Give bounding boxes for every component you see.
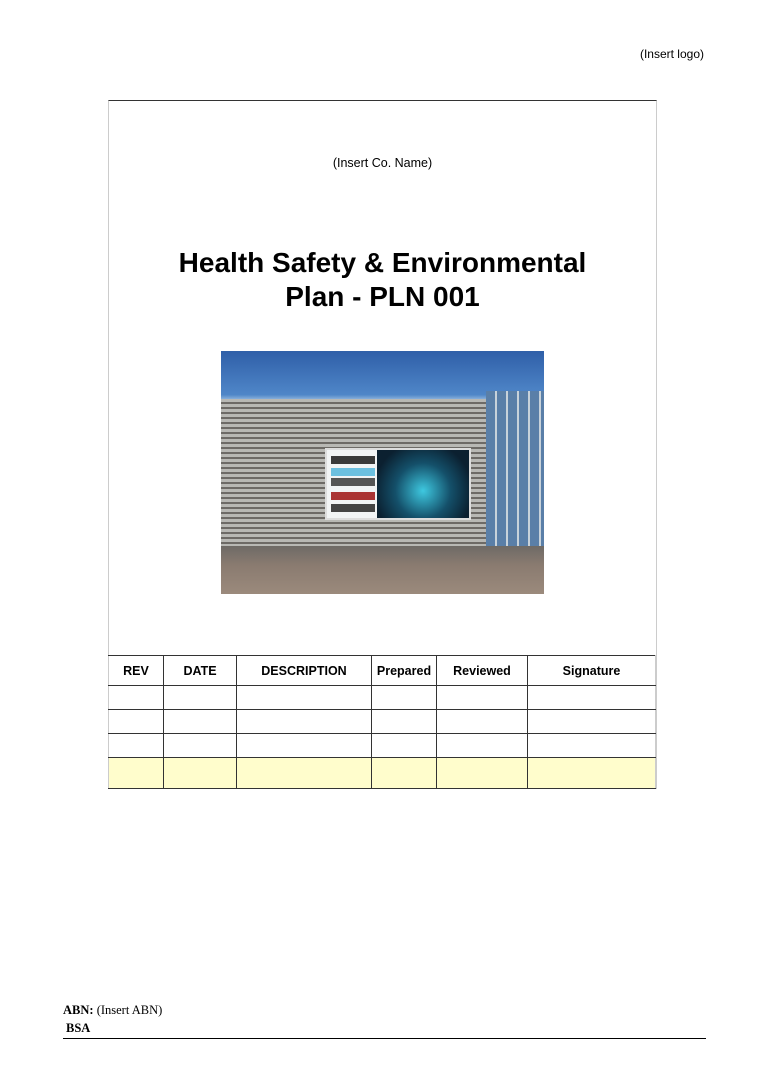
cell[interactable] [437, 710, 528, 734]
table-row [109, 734, 656, 758]
footer-rule [63, 1038, 706, 1039]
col-signature: Signature [528, 656, 656, 686]
cell[interactable] [528, 686, 656, 710]
cell[interactable] [528, 710, 656, 734]
cell[interactable] [372, 734, 437, 758]
table-row [109, 686, 656, 710]
cell[interactable] [237, 734, 372, 758]
col-description: DESCRIPTION [237, 656, 372, 686]
revision-table [108, 655, 656, 789]
organisation: BSA [66, 1021, 91, 1035]
title-line-2: Plan - PLN 001 [285, 281, 480, 312]
abn-value: (Insert ABN) [96, 1003, 163, 1017]
cell[interactable] [437, 686, 528, 710]
cell[interactable] [109, 710, 164, 734]
cell[interactable] [437, 758, 528, 789]
cell[interactable] [164, 734, 237, 758]
cell[interactable] [528, 758, 656, 789]
abn-label: ABN: [63, 1003, 94, 1017]
cell[interactable] [109, 734, 164, 758]
cell[interactable] [437, 734, 528, 758]
col-reviewed: Reviewed [437, 656, 528, 686]
company-name-placeholder: (Insert Co. Name) [332, 156, 433, 170]
billboard [325, 448, 471, 520]
cell[interactable] [237, 686, 372, 710]
cell[interactable] [164, 710, 237, 734]
glass-tower [486, 391, 544, 551]
cell[interactable] [109, 758, 164, 789]
cell[interactable] [237, 758, 372, 789]
cell[interactable] [109, 686, 164, 710]
col-prepared: Prepared [372, 656, 437, 686]
cell[interactable] [164, 758, 237, 789]
cell[interactable] [237, 710, 372, 734]
cell[interactable] [372, 710, 437, 734]
table-row-highlighted [109, 758, 656, 789]
table-row [109, 710, 656, 734]
col-rev: REV [109, 656, 164, 686]
cover-photo [221, 351, 544, 594]
cell[interactable] [164, 686, 237, 710]
car-park [221, 546, 544, 594]
cell[interactable] [372, 758, 437, 789]
cell[interactable] [372, 686, 437, 710]
document-title [109, 246, 656, 314]
title-line-1: Health Safety & Environmental [178, 247, 587, 278]
abn-line [63, 1003, 162, 1018]
logo-placeholder: (Insert logo) [639, 47, 704, 61]
col-date: DATE [164, 656, 237, 686]
cell[interactable] [528, 734, 656, 758]
table-header-row [109, 656, 656, 686]
